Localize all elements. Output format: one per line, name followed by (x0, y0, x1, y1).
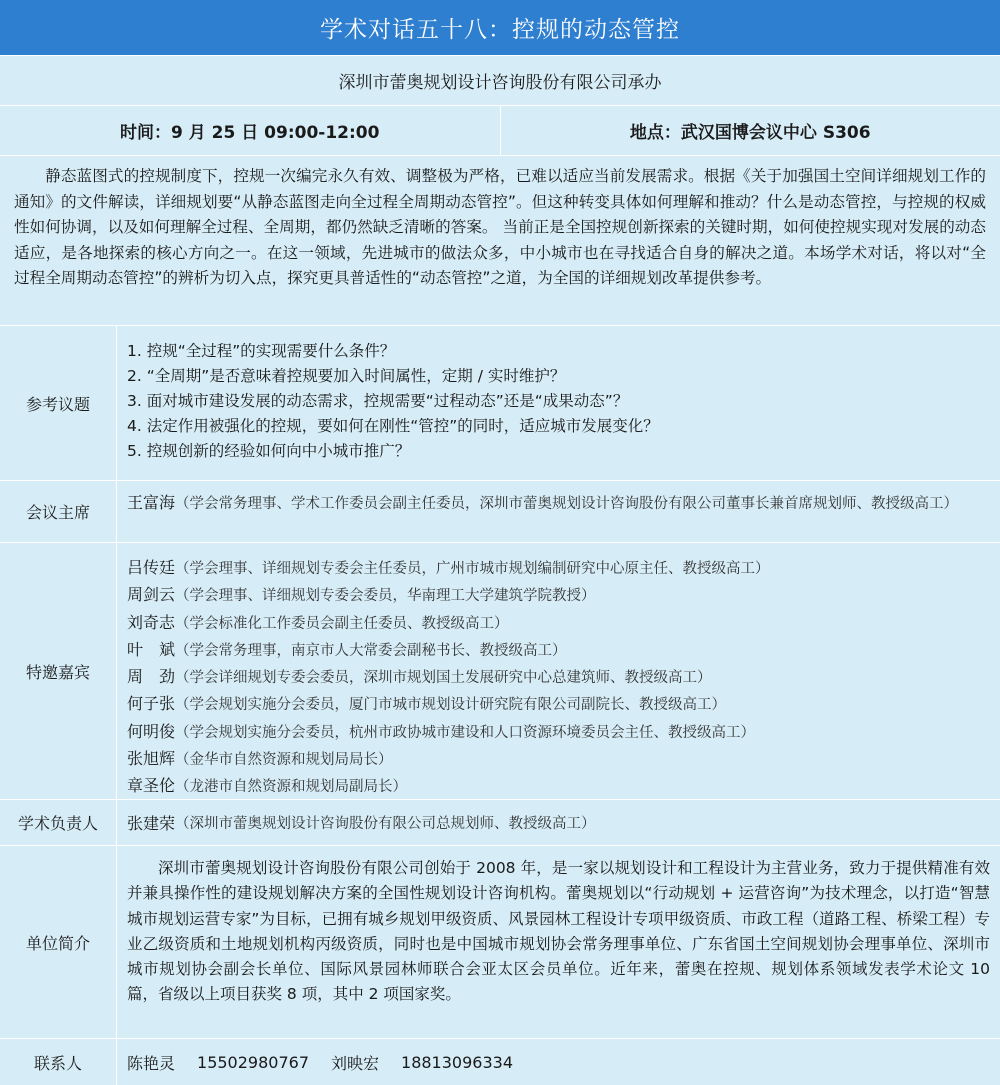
contact-section (0, 1039, 1000, 1085)
guest-item (127, 773, 990, 800)
chair-content (117, 481, 1000, 542)
guest-note: （学会标准化工作委员会副主任委员、教授级高工） (175, 616, 509, 632)
contact-label: 联系人 (0, 1039, 117, 1085)
chair-label: 会议主席 (0, 481, 117, 542)
guest-item (127, 691, 990, 718)
guest-note: （龙港市自然资源和规划局副局长） (175, 779, 407, 795)
host-organizer: 深圳市蕾奥规划设计咨询股份有限公司承办 (0, 56, 1000, 106)
contact-phone: 15502980767 (197, 1053, 309, 1072)
guest-note: （学会常务理事，南京市人大常委会副秘书长、教授级高工） (175, 643, 567, 659)
topics-list (117, 326, 1000, 480)
topics-section (0, 326, 1000, 481)
lead-name: 张建荣 (127, 811, 175, 834)
topics-label: 参考议题 (0, 326, 117, 480)
lead-content (117, 800, 1000, 845)
guest-name: 何子张 (127, 694, 175, 713)
chair-name: 王富海 (127, 493, 175, 512)
lead-label: 学术负责人 (0, 800, 117, 845)
guests-list (117, 543, 1000, 799)
guest-item (127, 664, 990, 691)
guest-note: （学会理事、详细规划专委会委员，华南理工大学建筑学院教授） (175, 588, 596, 604)
event-location: 地点：武汉国博会议中心 S306 (500, 106, 1000, 155)
guest-note: （金华市自然资源和规划局局长） (175, 752, 393, 768)
guest-name: 吕传廷 (127, 558, 175, 577)
guest-note: （学会规划实施分会委员，杭州市政协城市建设和人口资源环境委员会主任、教授级高工） (175, 725, 755, 741)
guest-note: （学会详细规划专委会委员，深圳市规划国土发展研究中心总建筑师、教授级高工） (175, 670, 712, 686)
chair-section (0, 481, 1000, 543)
page-title: 学术对话五十八：控规的动态管控 (0, 0, 1000, 55)
topic-item: 3. 面对城市建设发展的动态需求，控规需要“过程动态”还是“成果动态”？ (127, 389, 990, 414)
topic-item: 5. 控规创新的经验如何向中小城市推广？ (127, 439, 990, 464)
meta-row (0, 106, 1000, 156)
guest-item (127, 555, 990, 582)
guest-note: （学会规划实施分会委员，厦门市城市规划设计研究院有限公司副院长、教授级高工） (175, 697, 726, 713)
guest-note: （学会理事、详细规划专委会主任委员，广州市城市规划编制研究中心原主任、教授级高工） (175, 561, 770, 577)
guest-name: 章圣伦 (127, 776, 175, 795)
topic-item: 1. 控规“全过程”的实现需要什么条件？ (127, 339, 990, 364)
event-time: 时间：9 月 25 日 09:00-12:00 (0, 106, 500, 155)
guest-name: 刘奇志 (127, 613, 175, 632)
topic-item: 2. “全周期”是否意味着控规要加入时间属性，定期 / 实时维护？ (127, 364, 990, 389)
guest-item (127, 746, 990, 773)
guest-item (127, 610, 990, 637)
intro-paragraph: 静态蓝图式的控规制度下，控规一次编完永久有效、调整极为严格，已难以适应当前发展需求。根据《关于加强国土空间详细规划工作的通知》的文件解读，详细规划要“从静态蓝图走向全过程全周期动态管控”。但这种转变具体如何理解和推动？什么是动态管控，与控规的权威性如何协调，以及如何理解全过程、全周期，都仍然缺乏清晰的答案。 当前正是全国控规创新探索的关键时期，如何使控规实现对发展的动态适应，是各地探索的核心方向之一。在这一领域，先进城市的做法众多，中小城市也在寻找适合自身的解决之道。本场学术对话，将以对“全过程全周期动态管控”的辨析为切入点，探究更具普适性的“动态管控”之道，为全国的详细规划改革提供参考。 (0, 156, 1000, 326)
contact-content (117, 1039, 1000, 1085)
guest-name: 何明俊 (127, 722, 175, 741)
chair-note: （学会常务理事、学术工作委员会副主任委员，深圳市蕾奥规划设计咨询股份有限公司董事长兼首席规划师、教授级高工） (175, 496, 958, 512)
topic-item: 4. 法定作用被强化的控规，要如何在刚性“管控”的同时，适应城市发展变化？ (127, 414, 990, 439)
unit-section (0, 846, 1000, 1039)
contact-phone: 18813096334 (401, 1053, 513, 1072)
guest-name: 叶 斌 (127, 640, 175, 659)
guest-name: 张旭辉 (127, 749, 175, 768)
guest-name: 周剑云 (127, 585, 175, 604)
guest-item (127, 582, 990, 609)
lead-section (0, 800, 1000, 846)
guests-section (0, 543, 1000, 800)
guests-label: 特邀嘉宾 (0, 543, 117, 799)
unit-description: 深圳市蕾奥规划设计咨询股份有限公司创始于 2008 年，是一家以规划设计和工程设计为主营业务，致力于提供精准有效并兼具操作性的建设规划解决方案的全国性规划设计咨询机构。蕾奥规划以“行动规划 + 运营咨询”为技术理念，以打造“智慧城市规划运营专家”为目标，已拥有城乡规划甲级资质、风景园林工程设计专项甲级资质、市政工程（道路工程、桥梁工程）专业乙级资质和土地规划机构丙级资质，同时也是中国城市规划协会常务理事单位、广东省国土空间规划协会理事单位、深圳市城市规划协会副会长单位、国际风景园林师联合会亚太区会员单位。近年来，蕾奥在控规、规划体系领域发表学术论文 10 篇，省级以上项目获奖 8 项，其中 2 项国家奖。 (117, 846, 1000, 1038)
lead-note: （深圳市蕾奥规划设计咨询股份有限公司总规划师、教授级高工） (175, 812, 596, 833)
contact-person: 陈艳灵 (127, 1051, 175, 1074)
guest-item (127, 719, 990, 746)
contact-person: 刘映宏 (331, 1051, 379, 1074)
guest-item (127, 637, 990, 664)
unit-label: 单位简介 (0, 846, 117, 1038)
guest-name: 周 劲 (127, 667, 175, 686)
